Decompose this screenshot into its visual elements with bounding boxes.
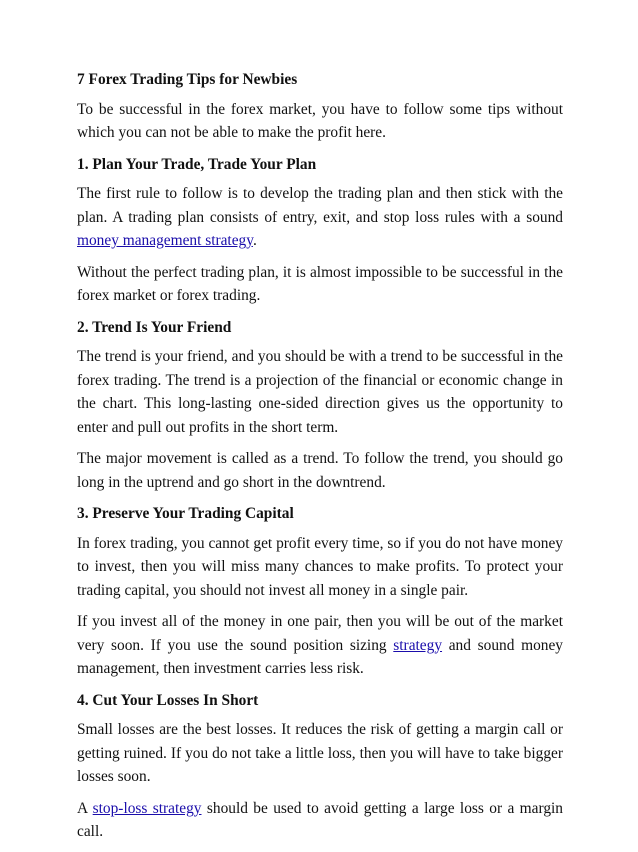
strategy-link[interactable]: strategy bbox=[393, 636, 443, 654]
document-page bbox=[77, 68, 563, 852]
section-4-paragraph-1: Small losses are the best losses. It reduces the risk of getting a margin call or getting ruined. If you do not take a little loss, then you will have to take bigger losses soon. bbox=[77, 721, 563, 785]
text-span: A bbox=[77, 799, 93, 817]
section-heading-losses: 4. Cut Your Losses In Short bbox=[77, 691, 259, 709]
section-heading-trend: 2. Trend Is Your Friend bbox=[77, 318, 232, 336]
section-2-paragraph-1: The trend is your friend, and you should be with a trend to be successful in the forex trading. The trend is a projection of the financial or economic change in the chart. This long-lasting one-sided direction gives us the opportunity to enter and pull out profits in the short term. bbox=[77, 348, 563, 436]
text-span: The first rule to follow is to develop the trading plan and then stick with the plan. A trading plan consists of entry, exit, and stop loss rules with a sound bbox=[77, 185, 563, 226]
stop-loss-strategy-link[interactable]: stop-loss strategy bbox=[92, 799, 202, 817]
section-heading-capital: 3. Preserve Your Trading Capital bbox=[77, 505, 294, 522]
money-management-strategy-link[interactable]: money management strategy bbox=[77, 232, 253, 249]
section-2-paragraph-2: The major movement is called as a trend. To follow the trend, you should go long in the uptrend and go short in the downtrend. bbox=[77, 450, 563, 491]
section-1-paragraph-1 bbox=[77, 182, 563, 253]
section-1-paragraph-2: Without the perfect trading plan, it is almost impossible to be successful in the forex market or forex trading. bbox=[77, 263, 563, 304]
text-span: should be used to avoid getting a large loss or a margin call. bbox=[77, 799, 563, 840]
text-span: . bbox=[252, 232, 257, 249]
section-3-paragraph-2 bbox=[77, 610, 563, 681]
text-span: and sound money management, then investment carries less risk. bbox=[77, 636, 563, 677]
text-span: If you invest all of the money in one pair, then you will be out of the market very soon. If you use the sound position sizing bbox=[77, 613, 563, 654]
document-title: 7 Forex Trading Tips for Newbies bbox=[77, 71, 298, 88]
intro-paragraph: To be successful in the forex market, you have to follow some tips without which you can not be able to make the profit here. bbox=[77, 100, 563, 141]
section-4-paragraph-2 bbox=[77, 797, 563, 844]
section-heading-plan: 1. Plan Your Trade, Trade Your Plan bbox=[77, 155, 317, 173]
section-3-paragraph-1: In forex trading, you cannot get profit every time, so if you do not have money to invest, then you will miss many chances to make profits. To protect your trading capital, you should not invest all money in a single pair. bbox=[77, 534, 563, 599]
